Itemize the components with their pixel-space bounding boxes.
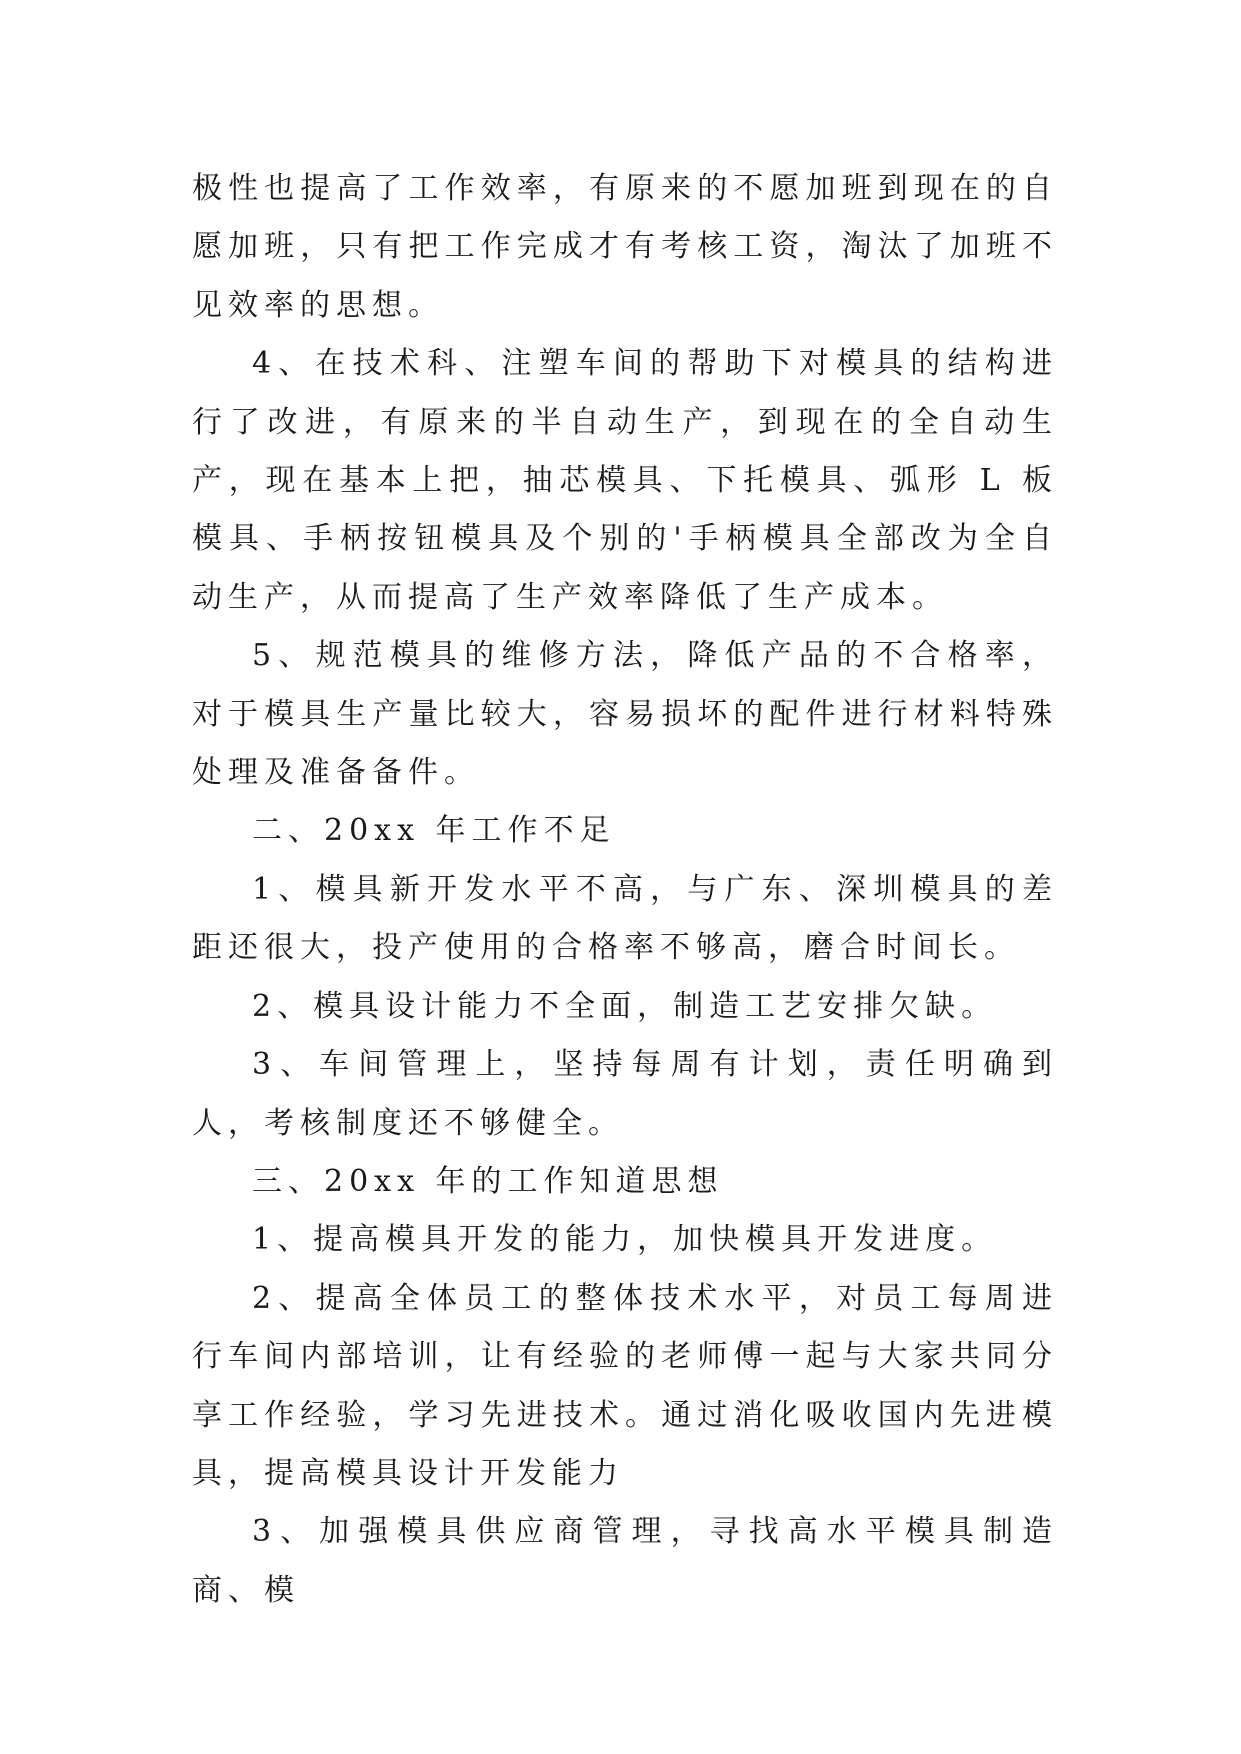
paragraph-shortcoming-1: 1、模具新开发水平不高，与广东、深圳模具的差距还很大，投产使用的合格率不够高，磨合时间长。 [192,871,1058,966]
paragraph-shortcoming-3: 3、车间管理上，坚持每周有计划，责任明确到人，考核制度还不够健全。 [192,1047,1058,1141]
paragraph-shortcoming-2: 2、模具设计能力不全面，制造工艺安排欠缺。 [252,988,998,1024]
paragraph-continuation: 极性也提高了工作效率，有原来的不愿加班到现在的自愿加班，只有把工作完成才有考核工资，淘汰了加班不见效率的思想。 [192,171,1058,323]
section-heading-2: 二、20xx 年工作不足 [252,813,616,849]
paragraph-plan-1: 1、提高模具开发的能力，加快模具开发进度。 [252,1222,998,1258]
paragraph-plan-3: 3、加强模具供应商管理，寻找高水平模具制造商、模 [192,1514,1058,1608]
section-heading-3: 三、20xx 年的工作知道思想 [252,1163,724,1199]
paragraph-item-4: 4、在技术科、注塑车间的帮助下对模具的结构进行了改进，有原来的半自动生产，到现在的全自动生产，现在基本上把，抽芯模具、下托模具、弧形 L 板模具、手柄按钮模具及个别的'手柄模具全部改为全自动生产，从而提高了生产效率降低了生产成本。 [192,346,1058,615]
paragraph-plan-2: 2、提高全体员工的整体技术水平，对员工每周进行车间内部培训，让有经验的老师傅一起与大家共同分享工作经验，学习先进技术。通过消化吸收国内先进模具，提高模具设计开发能力 [192,1280,1058,1491]
document-body [192,160,1058,1620]
paragraph-item-5: 5、规范模具的维修方法，降低产品的不合格率，对于模具生产量比较大，容易损坏的配件进行材料特殊处理及准备备件。 [192,638,1058,791]
